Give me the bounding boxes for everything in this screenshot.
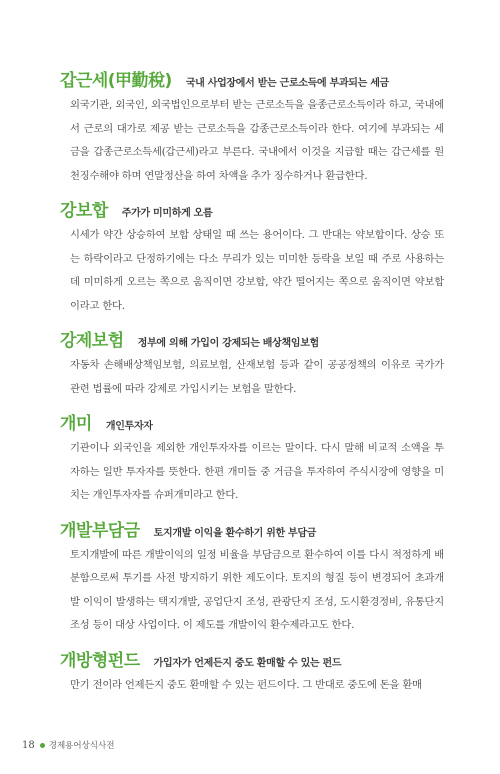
entry-heading — [60, 409, 444, 435]
entry-subtitle: 가입자가 언제든지 중도 환매할 수 있는 펀드 — [153, 657, 342, 669]
entry-body: 만기 전이라 언제든지 중도 환매할 수 있는 펀드이다. 그 반대로 중도에 돈을 환매 — [70, 678, 422, 691]
entry-gangjeboheom — [60, 326, 444, 401]
entry-gaebalbudamgeum — [60, 516, 444, 638]
entry-heading — [60, 516, 444, 542]
entry-gaemi — [60, 409, 444, 508]
entry-heading — [60, 66, 444, 92]
bullet-dot-icon — [40, 743, 45, 748]
entry-subtitle: 토지개발 이익을 환수하기 위한 부담금 — [153, 527, 317, 539]
book-title: 경제용어상식사전 — [48, 741, 115, 751]
entry-list — [60, 66, 444, 697]
entry-heading — [60, 196, 444, 222]
entry-body: 기관이나 외국인을 제외한 개인투자자를 이르는 말이다. 다시 말해 비교적 소액을 투자하는 일반 투자자를 뜻한다. 한편 개미들 중 거금을 투자하여 주식시장에 영향을 미치는 개인투자자를 슈퍼개미라고 한다. — [70, 442, 444, 501]
entry-body: 자동차 손해배상책임보험, 의료보험, 산재보험 등과 같이 공공정책의 이유로 국가가 관련 법률에 따라 강제로 가입시키는 보험을 말한다. — [70, 359, 444, 395]
entry-term: 강제보험 — [60, 331, 124, 351]
entry-subtitle: 정부에 의해 가입이 강제되는 배상책임보험 — [137, 338, 319, 349]
entry-body: 시세가 약간 상승하여 보합 상태일 때 쓰는 용어이다. 그 반대는 약보합이다. 상승 또는 하락이라고 단정하기에는 다소 무리가 있는 미미한 등락을 보일 때 주로 사용하는데 미미하게 오르는 쪽으로 움직이면 강보합, 약간 떨어지는 쪽으로 움직이면 약보합이라고 한다. — [70, 229, 444, 312]
entry-term: 강보합 — [60, 201, 108, 221]
entry-heading — [60, 326, 444, 352]
entry-heading — [60, 646, 444, 672]
entry-subtitle: 주가가 미미하게 오름 — [121, 208, 213, 219]
entry-gangbohap — [60, 196, 444, 318]
page-number: 18 — [22, 739, 35, 751]
entry-gapgeunse — [60, 66, 444, 188]
entry-subtitle: 개인투자자 — [105, 421, 153, 432]
page-footer — [22, 739, 114, 751]
entry-gaebanghyeongpeondeu — [60, 646, 444, 698]
entry-body: 토지개발에 따른 개발이익의 일정 비율을 부담금으로 환수하여 이를 다시 적정하게 배분함으로써 투기를 사전 방지하기 위한 제도이다. 토지의 형질 등이 변경되어 초과개발 이익이 발생하는 택지개발, 공업단지 조성, 관광단지 조성, 도시환경정비, 유통단지 조성 등이 대상 사업이다. 이 제도를 개발이익 환수제라고도 한다. — [70, 548, 444, 631]
entry-subtitle: 국내 사업장에서 받는 근로소득에 부과되는 세금 — [185, 78, 389, 89]
entry-body: 외국기관, 외국인, 외국법인으로부터 받는 근로소득을 을종근로소득이라 하고, 국내에서 근로의 대가로 제공 받는 근로소득을 갑종근로소득이라 한다. 여기에 부과되는 세금을 갑종근로소득세(갑근세)라고 부른다. 국내에서 이것을 지급할 때는 갑근세를 원천징수해야 하며 연말정산을 하여 차액을 추가 징수하거나 환급한다. — [70, 99, 444, 182]
entry-term: 개발부담금 — [60, 520, 140, 541]
entry-term: 갑근세(甲勤稅) — [60, 71, 172, 91]
entry-term: 개미 — [60, 414, 92, 434]
entry-term: 개방형펀드 — [60, 650, 140, 671]
